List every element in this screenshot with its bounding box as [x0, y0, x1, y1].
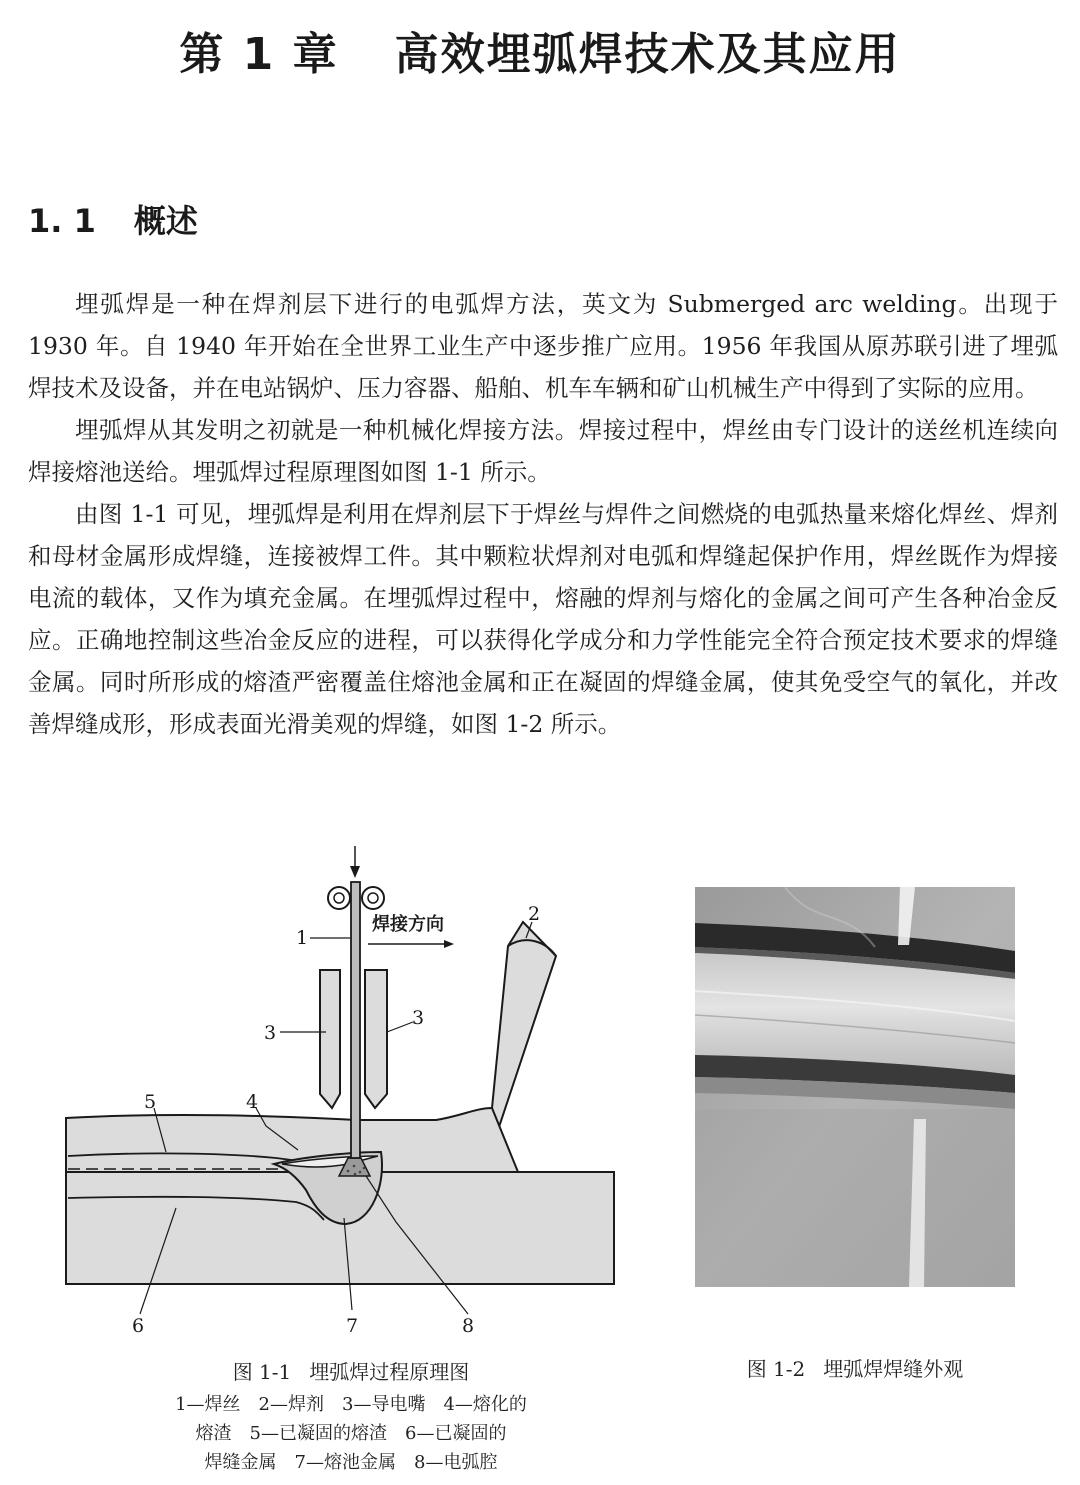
figure-1-2-caption-num: 图 1-2	[746, 1357, 806, 1381]
legend-item: 6—已凝固的	[405, 1423, 507, 1444]
legend-item: 3—导电嘴	[342, 1394, 426, 1415]
figure-1-2-caption-title: 埋弧焊焊缝外观	[823, 1357, 964, 1381]
callout-3-right: 3	[412, 1007, 425, 1029]
flux-hopper	[481, 922, 556, 1136]
chapter-number: 第 1 章	[179, 29, 339, 80]
contact-tip-left	[320, 970, 340, 1108]
chapter-title-text: 高效埋弧焊技术及其应用	[394, 29, 901, 80]
contact-tip-right	[365, 970, 387, 1108]
chapter-title	[0, 18, 1080, 82]
section-heading	[28, 196, 198, 242]
direction-label: 焊接方向	[372, 914, 444, 935]
callout-5: 5	[144, 1091, 157, 1113]
body-text	[28, 283, 1058, 745]
callout-1: 1	[296, 927, 309, 949]
legend-item: 熔渣	[195, 1423, 232, 1444]
figure-1-2-caption	[695, 1353, 1015, 1382]
legend-item: 焊缝金属	[204, 1452, 277, 1473]
legend-item: 4—熔化的	[443, 1394, 527, 1415]
section-number: 1. 1	[28, 202, 96, 240]
legend-item: 8—电弧腔	[414, 1452, 498, 1473]
feed-arrow-icon	[350, 866, 360, 878]
welding-wire	[351, 882, 360, 1158]
legend-item: 5—已凝固的熔渣	[249, 1423, 387, 1444]
figure-1-1-legend	[56, 1390, 646, 1477]
legend-line	[56, 1390, 646, 1419]
callout-2: 2	[528, 903, 541, 925]
figure-1-1-caption	[56, 1356, 646, 1385]
callout-3-left: 3	[264, 1022, 277, 1044]
legend-item: 1—焊丝	[175, 1394, 241, 1415]
callout-8: 8	[462, 1315, 475, 1337]
legend-item: 2—焊剂	[258, 1394, 324, 1415]
figure-1-1-diagram	[56, 846, 626, 1346]
legend-line	[56, 1419, 646, 1448]
figure-1-1-caption-title: 埋弧焊过程原理图	[309, 1360, 470, 1384]
legend-item: 7—熔池金属	[294, 1452, 396, 1473]
paragraph: 埋弧焊从其发明之初就是一种机械化焊接方法。焊接过程中，焊丝由专门设计的送丝机连续向焊接熔池送给。埋弧焊过程原理图如图 1-1 所示。	[28, 416, 1058, 486]
figure-1-2-photo	[695, 887, 1015, 1287]
weld-seam-photo	[695, 887, 1015, 1287]
welding-schematic	[56, 846, 626, 1346]
callout-6: 6	[132, 1315, 145, 1337]
figure-1-1-caption-num: 图 1-1	[232, 1360, 292, 1384]
callout-4: 4	[246, 1091, 259, 1113]
legend-line	[56, 1448, 646, 1477]
paragraph: 由图 1-1 可见，埋弧焊是利用在焊剂层下于焊丝与焊件之间燃烧的电弧热量来熔化焊丝、焊剂和母材金属形成焊缝，连接被焊工件。其中颗粒状焊剂对电弧和焊缝起保护作用，焊丝既作为焊接电流的载体，又作为填充金属。在埋弧焊过程中，熔融的焊剂与熔化的金属之间可产生各种冶金反应。正确地控制这些冶金反应的进程，可以获得化学成分和力学性能完全符合预定技术要求的焊缝金属。同时所形成的熔渣严密覆盖住熔池金属和正在凝固的焊缝金属，使其免受空气的氧化，并改善焊缝成形，形成表面光滑美观的焊缝，如图 1-2 所示。	[28, 500, 1058, 738]
callout-7: 7	[346, 1315, 359, 1337]
paragraph: 埋弧焊是一种在焊剂层下进行的电弧焊方法，英文为 Submerged arc welding。出现于 1930 年。自 1940 年开始在全世界工业生产中逐步推广应用。1956 年我国从原苏联引进了埋弧焊技术及设备，并在电站锅炉、压力容器、船舶、机车车辆和矿山机械生产中得到了实际的应用。	[28, 290, 1058, 402]
section-title-text: 概述	[133, 202, 198, 240]
